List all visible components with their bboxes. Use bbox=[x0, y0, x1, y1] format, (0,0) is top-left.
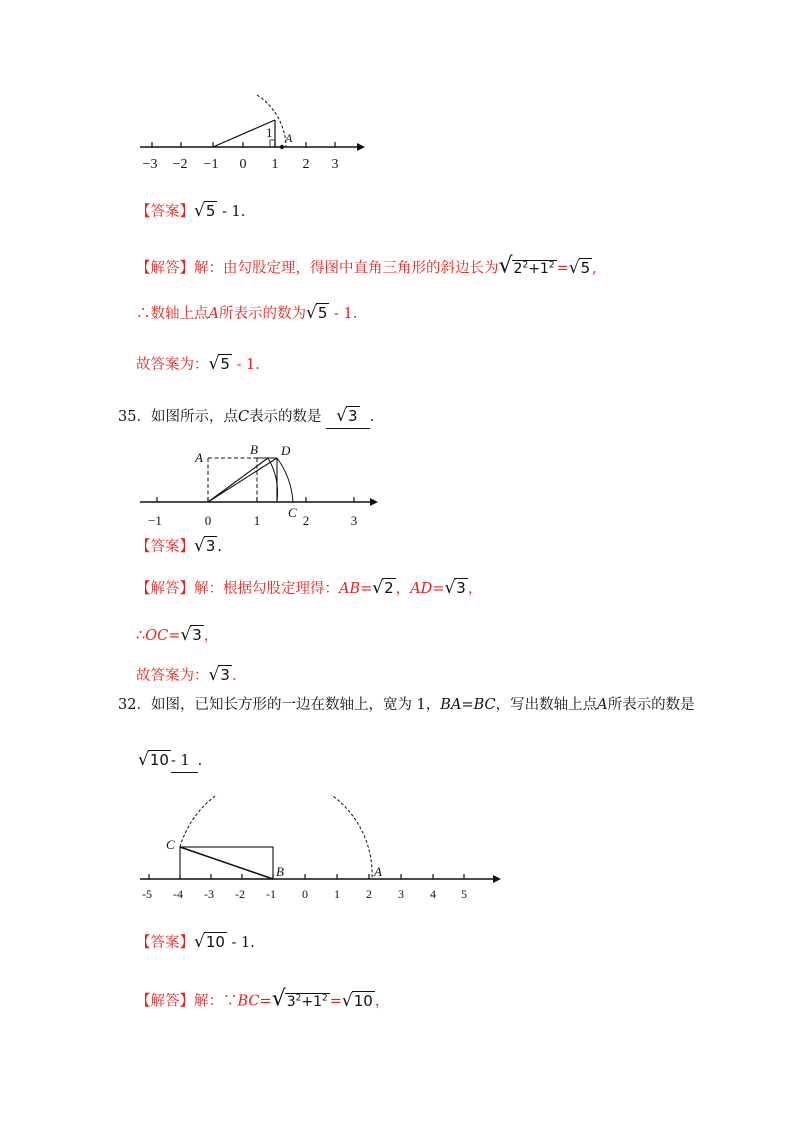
exponent: 2 bbox=[295, 993, 302, 1003]
answer-blank bbox=[326, 405, 369, 429]
tick-labels bbox=[142, 887, 467, 901]
answer-tail: - 1. bbox=[226, 935, 255, 951]
label-d: D bbox=[281, 443, 291, 458]
solution-text: 解：由勾股定理，得图中直角三角形的斜边长为 bbox=[194, 260, 499, 277]
tick-label: -5 bbox=[142, 887, 152, 901]
answer-tag: 【答案】 bbox=[136, 539, 194, 555]
final-tail: - 1. bbox=[231, 357, 260, 373]
therefore-text: ∴数轴上点 bbox=[136, 306, 209, 322]
radicand: 5 bbox=[220, 355, 230, 373]
sqrt: √5 bbox=[194, 201, 216, 221]
tick-marks bbox=[157, 497, 354, 502]
stem-c: 所表示的数是 bbox=[607, 697, 695, 713]
label-a: A bbox=[195, 450, 203, 465]
equals: = bbox=[432, 581, 445, 597]
radicand: 5 bbox=[580, 258, 591, 277]
sqrt: √5 bbox=[305, 303, 328, 323]
tick-marks bbox=[149, 874, 464, 879]
tick-label: 1 bbox=[334, 887, 340, 901]
answer-tail: . bbox=[217, 539, 222, 555]
equals: = bbox=[329, 993, 342, 1010]
plus-one: +1 bbox=[528, 260, 549, 277]
var-ba: BA bbox=[440, 697, 462, 713]
answer-tag: 【答案】 bbox=[136, 935, 194, 951]
stem-b: 表示的数是 bbox=[249, 409, 322, 425]
tick-label: -4 bbox=[173, 887, 183, 901]
answer-tail: - 1. bbox=[217, 204, 246, 220]
sqrt: √10 bbox=[194, 932, 225, 952]
tick-label: 2 bbox=[366, 887, 372, 901]
radicand: 3 bbox=[192, 626, 202, 644]
radicand: 2 bbox=[384, 579, 394, 597]
equals: = bbox=[461, 697, 474, 713]
question-number: 32． bbox=[118, 697, 151, 713]
q32-stem bbox=[118, 694, 695, 716]
label-c: C bbox=[288, 505, 297, 520]
point-a bbox=[280, 145, 284, 149]
plus-one: +1 bbox=[301, 993, 323, 1010]
radicand: 3 bbox=[205, 537, 216, 555]
q1-number-line-figure bbox=[135, 92, 370, 177]
tick-label: 1 bbox=[253, 513, 261, 528]
radicand: 5 bbox=[205, 202, 216, 220]
arrow-head bbox=[370, 498, 378, 506]
tick-label: −1 bbox=[203, 157, 219, 172]
var-bc: BC bbox=[237, 993, 260, 1010]
sqrt: √3 bbox=[336, 406, 358, 426]
q1-solution bbox=[136, 254, 597, 280]
tick-marks bbox=[152, 142, 335, 147]
question-number: 35． bbox=[118, 409, 151, 425]
point-a-label: A bbox=[285, 131, 293, 145]
final-tail: . bbox=[231, 668, 237, 684]
comma: ， bbox=[395, 581, 411, 597]
equals: = bbox=[360, 581, 373, 597]
tick-label: −3 bbox=[142, 157, 158, 172]
final-text: 故答案为： bbox=[136, 357, 209, 373]
stem-b: ，写出数轴上点 bbox=[495, 697, 598, 713]
var-a: A bbox=[597, 697, 608, 713]
comma: ， bbox=[467, 581, 483, 597]
radicand: 10 bbox=[149, 751, 169, 769]
sqrt: $√3^2+1^2$ bbox=[271, 986, 328, 1012]
exponent: 2 bbox=[522, 260, 529, 270]
radicand: 3 bbox=[286, 993, 296, 1010]
equals: = bbox=[259, 993, 272, 1010]
radicand: 3 bbox=[220, 666, 230, 684]
side-label: 1 bbox=[266, 125, 273, 140]
label-b: B bbox=[250, 442, 258, 457]
radicand: 5 bbox=[317, 304, 328, 322]
tick-label: 3 bbox=[331, 157, 339, 172]
end-punct: , bbox=[592, 260, 597, 277]
tick-label: 4 bbox=[430, 887, 436, 901]
exponent: 2 bbox=[548, 260, 555, 270]
tick-label: -2 bbox=[235, 887, 245, 901]
q35-answer bbox=[136, 535, 222, 558]
solution-tag: 【解答】 bbox=[136, 993, 194, 1010]
label-b: B bbox=[276, 864, 284, 879]
stem-a: 如图所示，点 bbox=[150, 409, 238, 425]
radicand: 10 bbox=[353, 991, 373, 1010]
right-angle-mark bbox=[270, 140, 275, 147]
end-punct: ， bbox=[374, 993, 390, 1010]
tick-labels bbox=[143, 157, 339, 172]
answer-tag: 【答案】 bbox=[136, 204, 194, 220]
q32-solution bbox=[136, 987, 389, 1013]
radicand: 10 bbox=[205, 933, 225, 951]
segment-ob bbox=[208, 458, 268, 502]
sqrt: √5 bbox=[208, 354, 230, 374]
var-ab: AB bbox=[339, 581, 361, 597]
tick-label: 3 bbox=[398, 887, 404, 901]
label-c: C bbox=[166, 837, 175, 852]
solution-tag: 【解答】 bbox=[136, 581, 194, 597]
answer-blank: - 1 bbox=[171, 750, 198, 773]
arc-d bbox=[277, 458, 293, 502]
q32-number-line-figure bbox=[135, 795, 510, 905]
sqrt: √10 bbox=[138, 750, 169, 770]
sqrt: √3 bbox=[444, 578, 466, 598]
tick-label: −2 bbox=[172, 157, 188, 172]
tick-label: 0 bbox=[204, 513, 212, 528]
tick-label: 3 bbox=[350, 513, 358, 528]
q32-answer bbox=[136, 931, 255, 954]
var-ad: AD bbox=[410, 581, 433, 597]
var-a: A bbox=[208, 306, 219, 322]
final-text: 故答案为： bbox=[136, 668, 209, 684]
arc-b bbox=[268, 458, 278, 502]
therefore-mid: 所表示的数为 bbox=[218, 306, 306, 322]
stem-a: 如图，已知长方形的一边在数轴上，宽为 1， bbox=[150, 697, 441, 713]
tick-label: -3 bbox=[204, 887, 214, 901]
sqrt: $√2^2+1^2$ bbox=[498, 253, 555, 279]
solution-text: 解：根据勾股定理得： bbox=[194, 581, 339, 597]
q35-solution bbox=[136, 577, 482, 600]
tick-label: -1 bbox=[266, 887, 276, 901]
tick-label: 2 bbox=[302, 157, 310, 172]
blank-end: . bbox=[197, 753, 203, 769]
tick-label: 2 bbox=[302, 513, 310, 528]
var-bc: BC bbox=[473, 697, 496, 713]
q35-stem bbox=[118, 405, 374, 429]
solution-text: 解：∵ bbox=[194, 993, 238, 1010]
q35-therefore bbox=[136, 624, 218, 647]
q1-final bbox=[136, 353, 260, 376]
sqrt: √3 bbox=[208, 665, 230, 685]
q1-therefore bbox=[136, 302, 357, 325]
therefore-symbol: ∴ bbox=[136, 628, 146, 644]
therefore-tail: - 1. bbox=[329, 306, 358, 322]
radicand: 2 bbox=[513, 260, 523, 277]
tick-labels bbox=[148, 513, 357, 528]
equals: = bbox=[556, 260, 569, 277]
sqrt: √3 bbox=[180, 625, 202, 645]
q35-final bbox=[136, 664, 237, 687]
sqrt: √2 bbox=[372, 578, 394, 598]
label-a: A bbox=[374, 864, 382, 879]
tick-label: 1 bbox=[271, 157, 279, 172]
tick-label: 0 bbox=[239, 157, 247, 172]
q35-number-line-figure bbox=[135, 440, 385, 530]
arrow-head bbox=[493, 875, 501, 883]
sqrt: √5 bbox=[568, 257, 591, 278]
comma: ， bbox=[203, 628, 219, 644]
diagonal-cb bbox=[180, 847, 273, 879]
arrow-head bbox=[357, 143, 365, 151]
exponent: 2 bbox=[322, 993, 328, 1003]
var-c: C bbox=[237, 409, 250, 425]
sqrt: √10 bbox=[341, 990, 373, 1011]
radicand: 3 bbox=[348, 407, 358, 425]
equals: = bbox=[168, 628, 181, 644]
stem-end: . bbox=[369, 409, 375, 425]
tick-label: 5 bbox=[461, 887, 467, 901]
sqrt: √3 bbox=[194, 536, 216, 556]
tick-label: 0 bbox=[302, 887, 308, 901]
var-oc: OC bbox=[145, 628, 169, 644]
solution-tag: 【解答】 bbox=[136, 260, 194, 277]
radicand: 3 bbox=[456, 579, 466, 597]
q1-answer bbox=[136, 200, 245, 223]
segment-od bbox=[208, 458, 277, 502]
q32-answer-blank-line bbox=[138, 749, 202, 773]
tick-label: −1 bbox=[148, 513, 162, 528]
